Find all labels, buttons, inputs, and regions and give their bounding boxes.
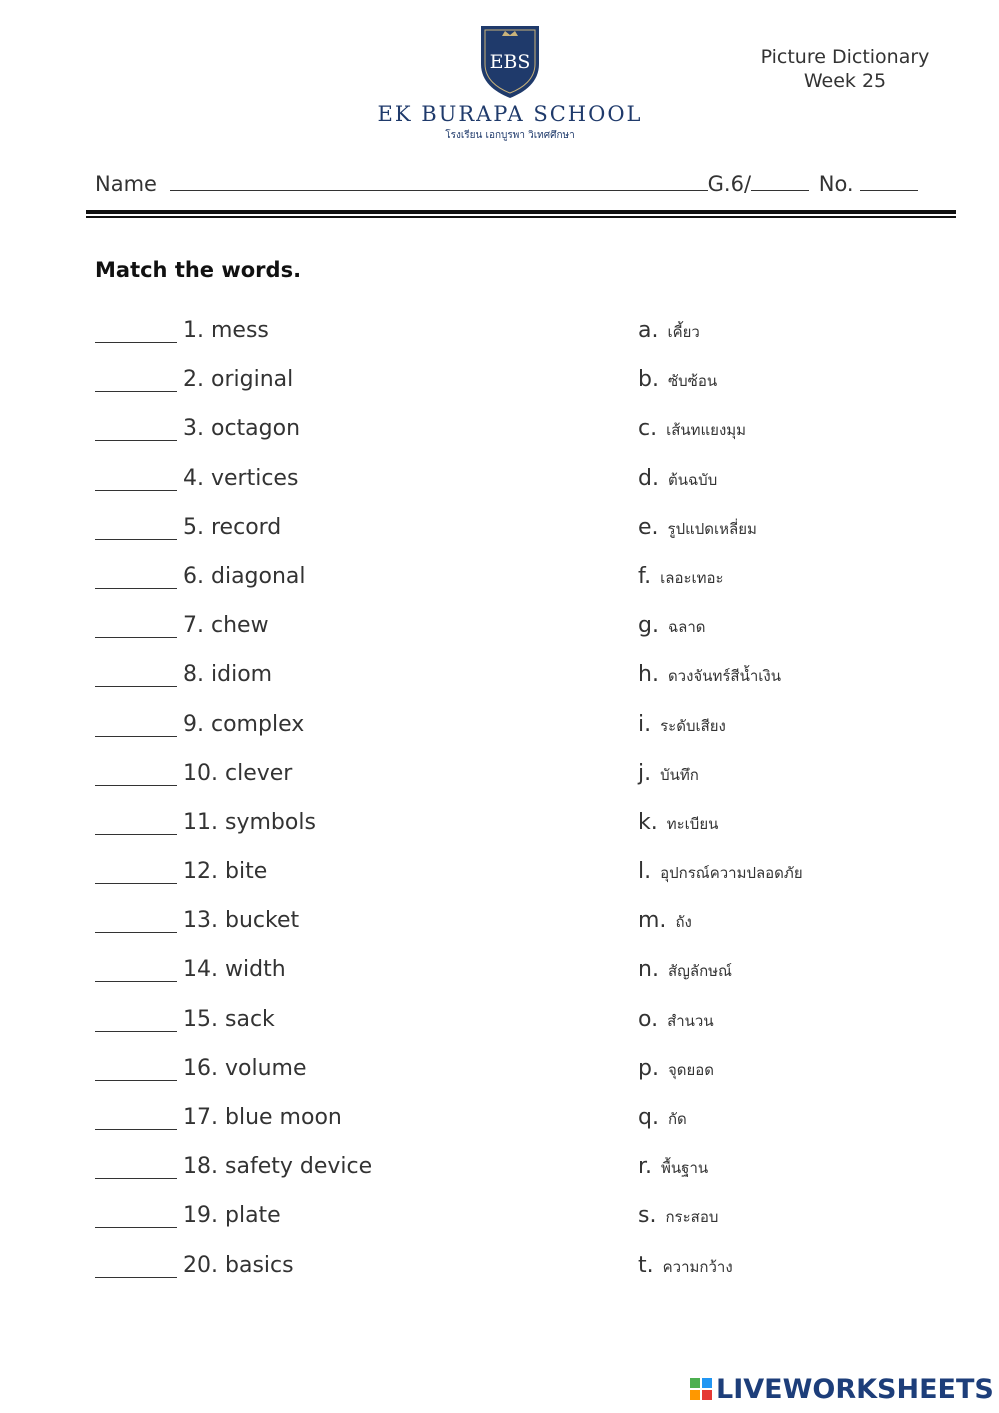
match-row [0, 367, 999, 416]
option-thai: ต้นฉบับ [667, 470, 718, 489]
match-row [0, 662, 999, 711]
school-name: EK BURAPA SCHOOL [377, 102, 643, 126]
english-word [183, 613, 269, 638]
english-word [183, 662, 272, 687]
english-word [183, 1253, 294, 1278]
item-word: sack [225, 1006, 275, 1032]
item-number: 12. [183, 859, 218, 885]
option-letter: d. [638, 465, 659, 491]
match-row [0, 1105, 999, 1154]
english-word [183, 712, 304, 737]
item-word: plate [225, 1203, 281, 1229]
matching-list [0, 318, 999, 1302]
answer-blank[interactable] [95, 883, 177, 884]
option-thai: รูปแปดเหลี่ยม [667, 519, 757, 538]
thai-option [638, 662, 781, 688]
option-thai: ซับซ้อน [667, 372, 718, 391]
logo-square [702, 1390, 712, 1400]
answer-blank[interactable] [95, 637, 177, 638]
student-info-line [95, 170, 935, 196]
thai-option [638, 367, 717, 393]
option-letter: q. [638, 1105, 659, 1130]
item-number: 19. [183, 1203, 218, 1229]
option-letter: l. [638, 859, 652, 885]
item-number: 4. [183, 465, 204, 491]
answer-blank[interactable] [95, 686, 177, 687]
option-letter: o. [638, 1006, 659, 1032]
answer-blank[interactable] [95, 736, 177, 737]
item-word: complex [211, 711, 305, 737]
item-number: 16. [183, 1055, 218, 1081]
match-row [0, 416, 999, 465]
item-word: width [225, 957, 286, 983]
match-row [0, 1056, 999, 1105]
item-number: 18. [183, 1154, 218, 1180]
answer-blank[interactable] [95, 932, 177, 933]
match-row [0, 1154, 999, 1203]
option-letter: a. [638, 318, 659, 343]
thai-option [638, 761, 699, 787]
item-number: 17. [183, 1105, 218, 1130]
english-word [183, 1105, 342, 1130]
answer-blank[interactable] [95, 834, 177, 835]
option-letter: r. [638, 1154, 653, 1180]
option-thai: พื้นฐาน [661, 1159, 709, 1178]
option-letter: s. [638, 1203, 657, 1229]
thai-option [638, 1253, 733, 1279]
item-number: 6. [183, 563, 204, 589]
item-word: idiom [211, 662, 273, 688]
school-crest-icon [475, 20, 545, 100]
item-word: symbols [225, 809, 316, 835]
answer-blank[interactable] [95, 981, 177, 982]
option-letter: k. [638, 809, 658, 835]
match-row [0, 564, 999, 613]
item-number: 14. [183, 957, 218, 983]
option-letter: i. [638, 711, 652, 737]
item-number: 9. [183, 711, 204, 737]
thai-option [638, 908, 692, 934]
option-thai: บันทึก [660, 765, 699, 784]
english-word [183, 1203, 281, 1228]
thai-option [638, 1105, 687, 1131]
item-number: 10. [183, 760, 218, 786]
english-word [183, 1056, 307, 1081]
thai-option [638, 416, 746, 442]
item-number: 1. [183, 318, 204, 343]
match-row [0, 613, 999, 662]
option-thai: ถัง [675, 913, 692, 932]
match-row [0, 1203, 999, 1252]
liveworksheets-squares-icon [690, 1378, 712, 1400]
thai-option [638, 1203, 718, 1229]
item-word: blue moon [225, 1105, 342, 1130]
thai-option [638, 564, 724, 590]
logo-square [690, 1378, 700, 1388]
answer-blank[interactable] [95, 539, 177, 540]
item-number: 13. [183, 908, 218, 934]
option-thai: ความกว้าง [662, 1257, 733, 1276]
item-word: diagonal [211, 563, 306, 589]
item-number: 20. [183, 1252, 218, 1278]
answer-blank[interactable] [95, 342, 177, 343]
option-letter: j. [638, 760, 652, 786]
match-row [0, 712, 999, 761]
match-row [0, 761, 999, 810]
worksheet-title [740, 45, 950, 93]
instructions: Match the words. [95, 258, 302, 282]
item-number: 7. [183, 613, 204, 639]
school-subtitle: โรงเรียน เอกบูรพา วิเทศศึกษา [445, 130, 575, 141]
answer-blank[interactable] [95, 1031, 177, 1032]
option-letter: h. [638, 662, 659, 688]
answer-blank[interactable] [95, 1227, 177, 1228]
thai-option [638, 1007, 714, 1033]
thai-option [638, 1154, 708, 1180]
item-number: 8. [183, 662, 204, 688]
option-thai: อุปกรณ์ความปลอดภัย [660, 864, 803, 883]
answer-blank[interactable] [95, 1277, 177, 1278]
thai-option [638, 810, 718, 836]
english-word [183, 859, 267, 884]
thai-option [638, 712, 726, 738]
item-number: 3. [183, 416, 204, 442]
liveworksheets-brand: LIVEWORKSHEETS [716, 1373, 994, 1405]
item-number: 11. [183, 809, 218, 835]
name-blank[interactable] [170, 170, 708, 191]
thai-option [638, 515, 757, 541]
number-label: No. [818, 172, 854, 196]
answer-blank[interactable] [95, 785, 177, 786]
match-row [0, 1007, 999, 1056]
item-word: vertices [211, 465, 299, 491]
name-label: Name [95, 172, 157, 196]
option-letter: c. [638, 416, 658, 442]
item-word: record [211, 514, 282, 540]
english-word [183, 908, 299, 933]
option-thai: เคี้ยว [667, 323, 700, 341]
option-thai: เส้นทแยงมุม [666, 421, 747, 440]
match-row [0, 908, 999, 957]
item-word: basics [225, 1252, 294, 1278]
item-number: 15. [183, 1006, 218, 1032]
item-number: 2. [183, 367, 204, 393]
item-word: clever [225, 760, 293, 786]
thai-option [638, 613, 706, 639]
answer-blank[interactable] [95, 1178, 177, 1179]
answer-blank[interactable] [95, 440, 177, 441]
logo-square [690, 1390, 700, 1400]
option-letter: g. [638, 613, 659, 639]
logo-square [702, 1378, 712, 1388]
english-word [183, 466, 298, 491]
option-thai: สัญลักษณ์ [667, 962, 732, 981]
english-word [183, 515, 281, 540]
answer-blank[interactable] [95, 1129, 177, 1130]
option-letter: b. [638, 367, 659, 393]
thai-option [638, 957, 732, 983]
option-thai: จุดยอด [667, 1060, 715, 1079]
option-letter: n. [638, 957, 659, 983]
match-row [0, 859, 999, 908]
liveworksheets-logo [690, 1374, 994, 1404]
option-thai: กัด [667, 1110, 687, 1128]
item-word: original [211, 367, 294, 393]
answer-blank[interactable] [95, 490, 177, 491]
item-word: chew [211, 613, 269, 639]
thai-option [638, 859, 803, 885]
option-thai: สำนวน [667, 1011, 714, 1030]
option-letter: m. [638, 908, 667, 934]
option-thai: ทะเบียน [666, 814, 719, 833]
item-word: mess [211, 318, 269, 343]
item-word: volume [225, 1055, 307, 1081]
item-word: bite [225, 859, 268, 885]
english-word [183, 1007, 275, 1032]
class-blank[interactable] [751, 170, 809, 191]
item-number: 5. [183, 514, 204, 540]
english-word [183, 564, 306, 589]
match-row [0, 810, 999, 859]
match-row [0, 318, 999, 367]
match-row [0, 515, 999, 564]
english-word [183, 367, 293, 392]
option-thai: กระสอบ [665, 1208, 719, 1227]
option-thai: ระดับเสียง [660, 716, 726, 735]
thai-option [638, 318, 700, 344]
option-letter: t. [638, 1252, 654, 1278]
thai-option [638, 466, 717, 492]
english-word [183, 318, 269, 343]
item-word: safety device [225, 1154, 373, 1180]
option-letter: e. [638, 514, 659, 540]
item-word: bucket [225, 908, 300, 934]
english-word [183, 1154, 372, 1179]
header-divider-thin [86, 216, 956, 218]
header-divider-thick [86, 210, 956, 214]
grade-label: G.6/ [707, 172, 752, 196]
crest-initials: EBS [489, 51, 531, 73]
option-thai: ดวงจันทร์สีน้ำเงิน [667, 667, 781, 686]
match-row [0, 957, 999, 1006]
english-word [183, 810, 316, 835]
title-line-1: Picture Dictionary [760, 46, 930, 68]
english-word [183, 957, 286, 982]
match-row [0, 1253, 999, 1302]
option-thai: เลอะเทอะ [660, 568, 724, 587]
answer-blank[interactable] [95, 391, 177, 392]
title-line-2: Week 25 [803, 70, 887, 92]
answer-blank[interactable] [95, 1080, 177, 1081]
english-word [183, 416, 300, 441]
item-word: octagon [211, 416, 301, 442]
school-logo [370, 20, 650, 150]
answer-blank[interactable] [95, 588, 177, 589]
english-word [183, 761, 292, 786]
option-letter: p. [638, 1055, 659, 1081]
match-row [0, 466, 999, 515]
option-letter: f. [638, 563, 652, 589]
thai-option [638, 1056, 714, 1082]
number-blank[interactable] [860, 170, 918, 191]
option-thai: ฉลาด [667, 618, 706, 637]
